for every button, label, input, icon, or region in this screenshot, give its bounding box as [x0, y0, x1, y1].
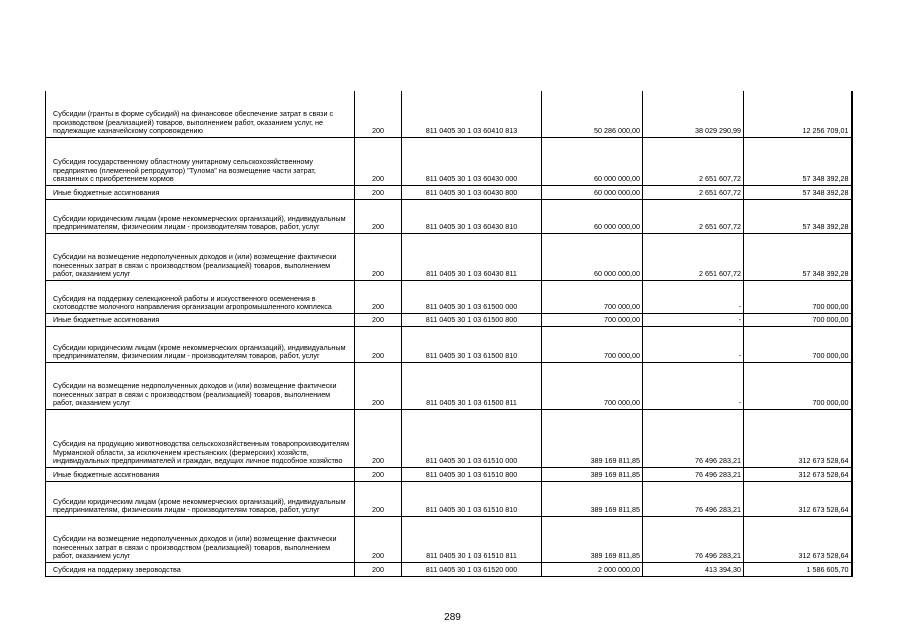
row-unexecuted-amount: 57 348 392,28 — [744, 233, 852, 280]
row-line-code: 200 — [355, 481, 402, 516]
table-row — [46, 467, 852, 481]
row-approved-amount: 389 169 811,85 — [542, 481, 643, 516]
table-row — [46, 409, 852, 467]
row-unexecuted-amount: 57 348 392,28 — [744, 137, 852, 185]
row-budget-classification-code: 811 0405 30 1 03 61510 000 — [402, 409, 542, 467]
row-approved-amount: 60 000 000,00 — [542, 233, 643, 280]
row-unexecuted-amount: 312 673 528,64 — [744, 481, 852, 516]
table-row — [46, 516, 852, 562]
row-unexecuted-amount: 700 000,00 — [744, 362, 852, 409]
row-budget-classification-code: 811 0405 30 1 03 60430 811 — [402, 233, 542, 280]
row-name: Субсидия на поддержку звероводства — [46, 562, 355, 576]
row-line-code: 200 — [355, 467, 402, 481]
row-approved-amount: 2 000 000,00 — [542, 562, 643, 576]
budget-table — [45, 91, 853, 577]
row-budget-classification-code: 811 0405 30 1 03 61510 810 — [402, 481, 542, 516]
table-row — [46, 91, 852, 137]
row-budget-classification-code: 811 0405 30 1 03 61520 000 — [402, 562, 542, 576]
row-line-code: 200 — [355, 326, 402, 362]
row-unexecuted-amount: 700 000,00 — [744, 280, 852, 313]
row-budget-classification-code: 811 0405 30 1 03 61500 811 — [402, 362, 542, 409]
table-row — [46, 326, 852, 362]
row-unexecuted-amount: 1 586 605,70 — [744, 562, 852, 576]
row-line-code: 200 — [355, 280, 402, 313]
row-executed-amount: 2 651 607,72 — [643, 199, 744, 233]
row-executed-amount: - — [643, 280, 744, 313]
row-executed-amount: - — [643, 362, 744, 409]
row-line-code: 200 — [355, 362, 402, 409]
row-approved-amount: 700 000,00 — [542, 326, 643, 362]
page-number: 289 — [444, 612, 461, 623]
row-approved-amount: 60 000 000,00 — [542, 199, 643, 233]
row-name: Субсидии юридическим лицам (кроме некоммерческих организаций), индивидуальным предпринимателям, физическим лицам - производителям товаров, работ, услуг — [46, 199, 355, 233]
row-approved-amount: 389 169 811,85 — [542, 516, 643, 562]
row-name: Иные бюджетные ассигнования — [46, 313, 355, 326]
row-budget-classification-code: 811 0405 30 1 03 61500 800 — [402, 313, 542, 326]
row-approved-amount: 60 000 000,00 — [542, 185, 643, 199]
row-budget-classification-code: 811 0405 30 1 03 60430 810 — [402, 199, 542, 233]
row-budget-classification-code: 811 0405 30 1 03 61500 000 — [402, 280, 542, 313]
row-name: Субсидии на возмещение недополученных доходов и (или) возмещение фактически понесенных затрат в связи с производством (реализацией) товаров, выполнением работ, оказанием услуг — [46, 233, 355, 280]
row-budget-classification-code: 811 0405 30 1 03 61510 800 — [402, 467, 542, 481]
table-row — [46, 481, 852, 516]
row-name: Иные бюджетные ассигнования — [46, 467, 355, 481]
row-budget-classification-code: 811 0405 30 1 03 61500 810 — [402, 326, 542, 362]
row-approved-amount: 60 000 000,00 — [542, 137, 643, 185]
row-unexecuted-amount: 700 000,00 — [744, 313, 852, 326]
row-approved-amount: 389 169 811,85 — [542, 409, 643, 467]
row-executed-amount: - — [643, 326, 744, 362]
row-name: Субсидии на возмещение недополученных доходов и (или) возмещение фактически понесенных затрат в связи с производством (реализацией) товаров, выполнением работ, оказанием услуг — [46, 516, 355, 562]
row-budget-classification-code: 811 0405 30 1 03 61510 811 — [402, 516, 542, 562]
row-line-code: 200 — [355, 185, 402, 199]
row-budget-classification-code: 811 0405 30 1 03 60430 800 — [402, 185, 542, 199]
table-row — [46, 562, 852, 576]
row-unexecuted-amount: 57 348 392,28 — [744, 199, 852, 233]
table-row — [46, 199, 852, 233]
row-executed-amount: 76 496 283,21 — [643, 409, 744, 467]
row-executed-amount: 76 496 283,21 — [643, 467, 744, 481]
table-row — [46, 313, 852, 326]
row-unexecuted-amount: 312 673 528,64 — [744, 467, 852, 481]
table-row — [46, 233, 852, 280]
row-approved-amount: 700 000,00 — [542, 313, 643, 326]
row-name: Субсидии юридическим лицам (кроме некоммерческих организаций), индивидуальным предпринимателям, физическим лицам - производителям товаров, работ, услуг — [46, 326, 355, 362]
budget-table-body — [46, 91, 852, 576]
row-line-code: 200 — [355, 91, 402, 137]
row-line-code: 200 — [355, 562, 402, 576]
row-approved-amount: 389 169 811,85 — [542, 467, 643, 481]
row-line-code: 200 — [355, 137, 402, 185]
row-executed-amount: - — [643, 313, 744, 326]
row-executed-amount: 2 651 607,72 — [643, 233, 744, 280]
row-unexecuted-amount: 312 673 528,64 — [744, 516, 852, 562]
table-row — [46, 185, 852, 199]
table-row — [46, 280, 852, 313]
row-line-code: 200 — [355, 409, 402, 467]
row-approved-amount: 50 286 000,00 — [542, 91, 643, 137]
table-row — [46, 137, 852, 185]
row-budget-classification-code: 811 0405 30 1 03 60430 000 — [402, 137, 542, 185]
row-line-code: 200 — [355, 233, 402, 280]
row-unexecuted-amount: 700 000,00 — [744, 326, 852, 362]
row-executed-amount: 76 496 283,21 — [643, 516, 744, 562]
row-executed-amount: 2 651 607,72 — [643, 137, 744, 185]
row-unexecuted-amount: 12 256 709,01 — [744, 91, 852, 137]
row-name: Иные бюджетные ассигнования — [46, 185, 355, 199]
row-approved-amount: 700 000,00 — [542, 362, 643, 409]
row-line-code: 200 — [355, 516, 402, 562]
row-name: Субсидии (гранты в форме субсидий) на финансовое обеспечение затрат в связи с производством (реализацией) товаров, выполнением работ, оказанием услуг, не подлежащие казначейскому сопровождению — [46, 91, 355, 137]
table-row — [46, 362, 852, 409]
row-unexecuted-amount: 312 673 528,64 — [744, 409, 852, 467]
row-name: Субсидия на продукцию животноводства сельскохозяйственным товаропроизводителям Мурманской области, за исключением крестьянских (фермерских) хозяйств, индивидуальных предпринимателей и граждан, ведущих личное подсобное хозяйство — [46, 409, 355, 467]
row-name: Субсидия государственному областному унитарному сельскохозяйственному предприятию (племенной репродуктор) "Тулома" на возмещение части затрат, связанных с приобретением кормов — [46, 137, 355, 185]
row-name: Субсидия на поддержку селекционной работы и искусственного осеменения в скотоводстве молочного направления организации агропромышленного комплекса — [46, 280, 355, 313]
row-name: Субсидии юридическим лицам (кроме некоммерческих организаций), индивидуальным предпринимателям, физическим лицам - производителям товаров, работ, услуг — [46, 481, 355, 516]
row-budget-classification-code: 811 0405 30 1 03 60410 813 — [402, 91, 542, 137]
row-line-code: 200 — [355, 313, 402, 326]
row-executed-amount: 76 496 283,21 — [643, 481, 744, 516]
row-executed-amount: 413 394,30 — [643, 562, 744, 576]
row-executed-amount: 2 651 607,72 — [643, 185, 744, 199]
row-line-code: 200 — [355, 199, 402, 233]
row-unexecuted-amount: 57 348 392,28 — [744, 185, 852, 199]
row-name: Субсидии на возмещение недополученных доходов и (или) возмещение фактически понесенных затрат в связи с производством (реализацией) товаров, выполнением работ, оказанием услуг — [46, 362, 355, 409]
row-executed-amount: 38 029 290,99 — [643, 91, 744, 137]
row-approved-amount: 700 000,00 — [542, 280, 643, 313]
